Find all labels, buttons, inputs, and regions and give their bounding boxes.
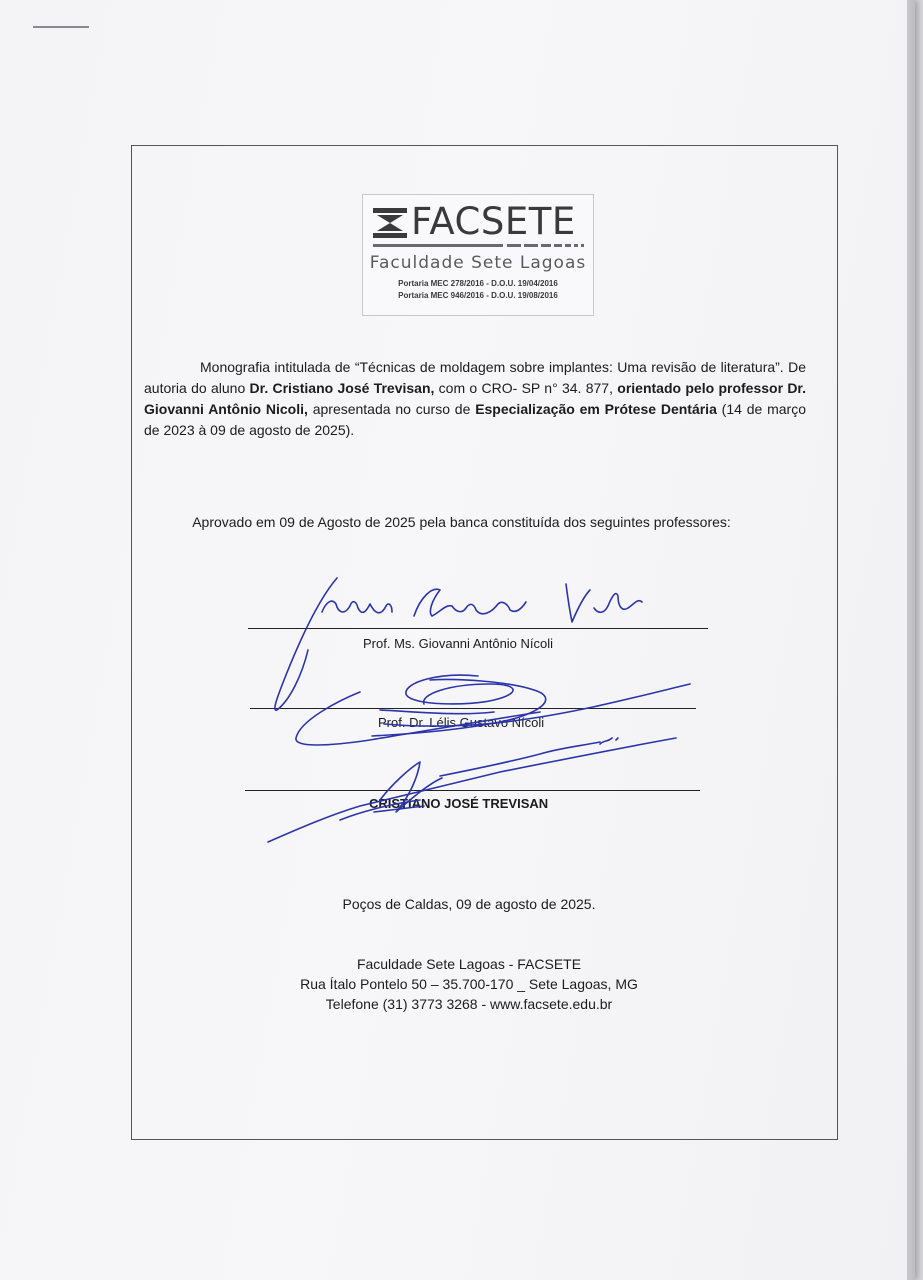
paragraph-text: Monografia intitulada de “Técnicas de moldagem sobre implantes: Uma revisão de literatura”. De autoria do aluno: [144, 359, 806, 396]
place-date: Poços de Caldas, 09 de agosto de 2025.: [342, 896, 596, 912]
portaria-line: Portaria MEC 946/2016 - D.O.U. 19/08/2016: [398, 291, 558, 300]
signatory-name: Prof. Dr. Lélis Gustavo Nícoli: [378, 715, 545, 730]
scan-mark: [33, 26, 89, 28]
logo-rule: [373, 243, 585, 249]
approval-statement: Aprovado em 09 de Agosto de 2025 pela banca constituída dos seguintes professores:: [192, 514, 731, 530]
logo-name: FACSETE: [411, 200, 576, 243]
paper-edge: [907, 0, 915, 1280]
portaria-line: Portaria MEC 278/2016 - D.O.U. 19/04/2016: [398, 279, 558, 288]
paragraph-text: apresentada no curso de: [307, 401, 476, 417]
paragraph-text: (14 de março de 2023 à 09 de agosto de 2025).: [144, 401, 807, 438]
facsete-emblem-icon: [373, 208, 407, 238]
footer-institution: Faculdade Sete Lagoas - FACSETE: [356, 956, 582, 972]
signature-line: [245, 790, 700, 791]
signatory-name: Prof. Ms. Giovanni Antônio Nícoli: [363, 636, 554, 651]
signature-line: [248, 628, 708, 629]
footer-contact: Telefone (31) 3773 3268 - www.facsete.edu.br: [325, 996, 613, 1012]
footer-address: Rua Ítalo Pontelo 50 – 35.700-170 _ Sete Lagoas, MG: [300, 976, 638, 992]
advisor-name: orientado pelo professor Dr. Giovanni Antônio Nicoli,: [144, 380, 806, 417]
logo-subtitle: Faculdade Sete Lagoas: [369, 253, 587, 273]
signatory-name: CRISTIANO JOSÉ TREVISAN: [369, 796, 549, 811]
signature-line: [250, 708, 696, 709]
course-name: Especialização em Prótese Dentária: [475, 401, 717, 417]
paragraph-text: com o CRO- SP n° 34. 877,: [434, 380, 618, 396]
author-name: Dr. Cristiano José Trevisan,: [249, 380, 435, 396]
facsete-logo: [362, 194, 594, 316]
approval-paragraph: [144, 357, 806, 441]
